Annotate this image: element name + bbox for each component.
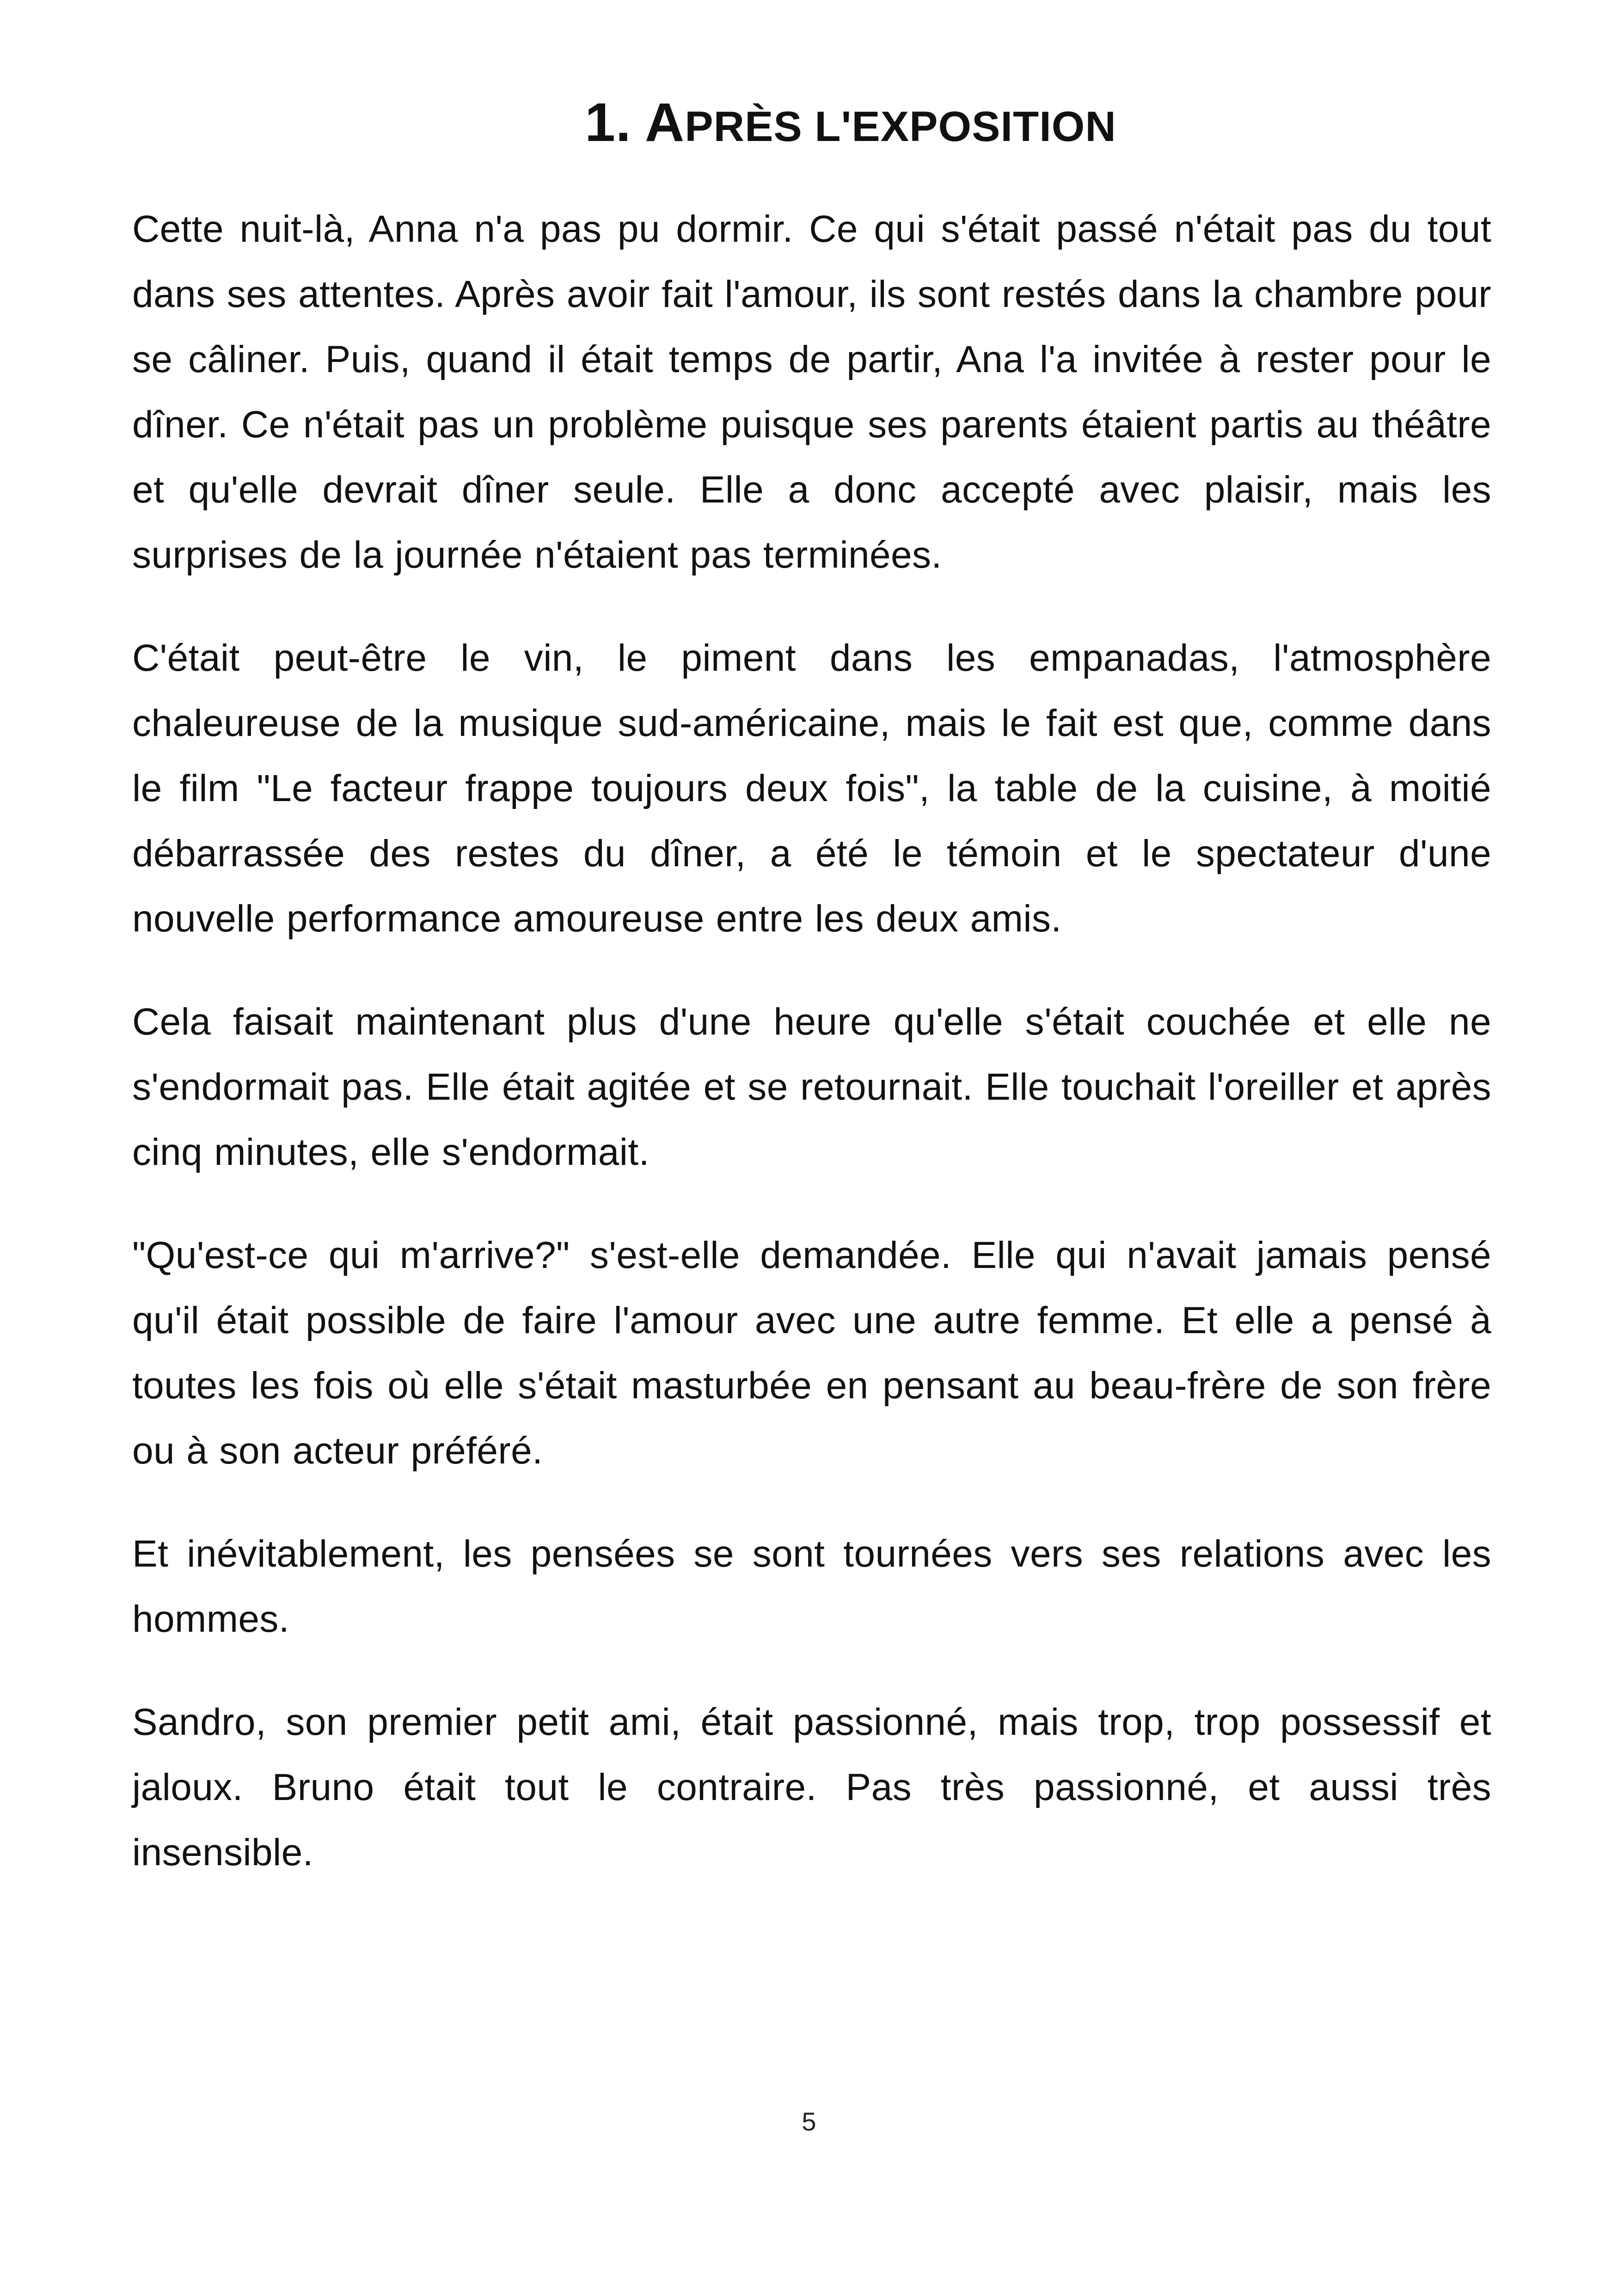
paragraph: C'était peut-être le vin, le piment dans les empanadas, l'atmosphère chaleureuse de la musique sud-américaine, mais le fait est que, comme dans le film "Le facteur frappe toujours deux fois", la table de la cuisine, à moitié débarrassée des restes du dîner, a été le témoin et le spectateur d'une nouvelle performance amoureuse entre les deux amis. <box>132 637 1491 940</box>
chapter-body <box>132 196 1491 1885</box>
paragraph: Et inévitablement, les pensées se sont tournées vers ses relations avec les hommes. <box>132 1533 1491 1640</box>
chapter-number: 1. <box>585 92 631 153</box>
chapter-title <box>0 88 1618 161</box>
paragraph: Sandro, son premier petit ami, était passionné, mais trop, trop possessif et jaloux. Bruno était tout le contraire. Pas très passionné, et aussi très insensible. <box>132 1701 1491 1874</box>
chapter-title-rest: PRÈS L'EXPOSITION <box>685 103 1116 150</box>
paragraph: Cela faisait maintenant plus d'une heure qu'elle s'était couchée et elle ne s'endormait pas. Elle était agitée et se retournait. Elle touchait l'oreiller et après cinq minutes, elle s'endormait. <box>132 1001 1491 1173</box>
chapter-title-initial: A <box>645 92 685 153</box>
paragraph: Cette nuit-là, Anna n'a pas pu dormir. Ce qui s'était passé n'était pas du tout dans ses attentes. Après avoir fait l'amour, ils sont restés dans la chambre pour se câliner. Puis, quand il était temps de partir, Ana l'a invitée à rester pour le dîner. Ce n'était pas un problème puisque ses parents étaient partis au théâtre et qu'elle devrait dîner seule. Elle a donc accepté avec plaisir, mais les surprises de la journée n'étaient pas terminées. <box>132 208 1491 576</box>
paragraph: "Qu'est-ce qui m'arrive?" s'est-elle demandée. Elle qui n'avait jamais pensé qu'il était possible de faire l'amour avec une autre femme. Et elle a pensé à toutes les fois où elle s'était masturbée en pensant au beau-frère de son frère ou à son acteur préféré. <box>132 1234 1491 1472</box>
page-number: 5 <box>802 2107 816 2136</box>
